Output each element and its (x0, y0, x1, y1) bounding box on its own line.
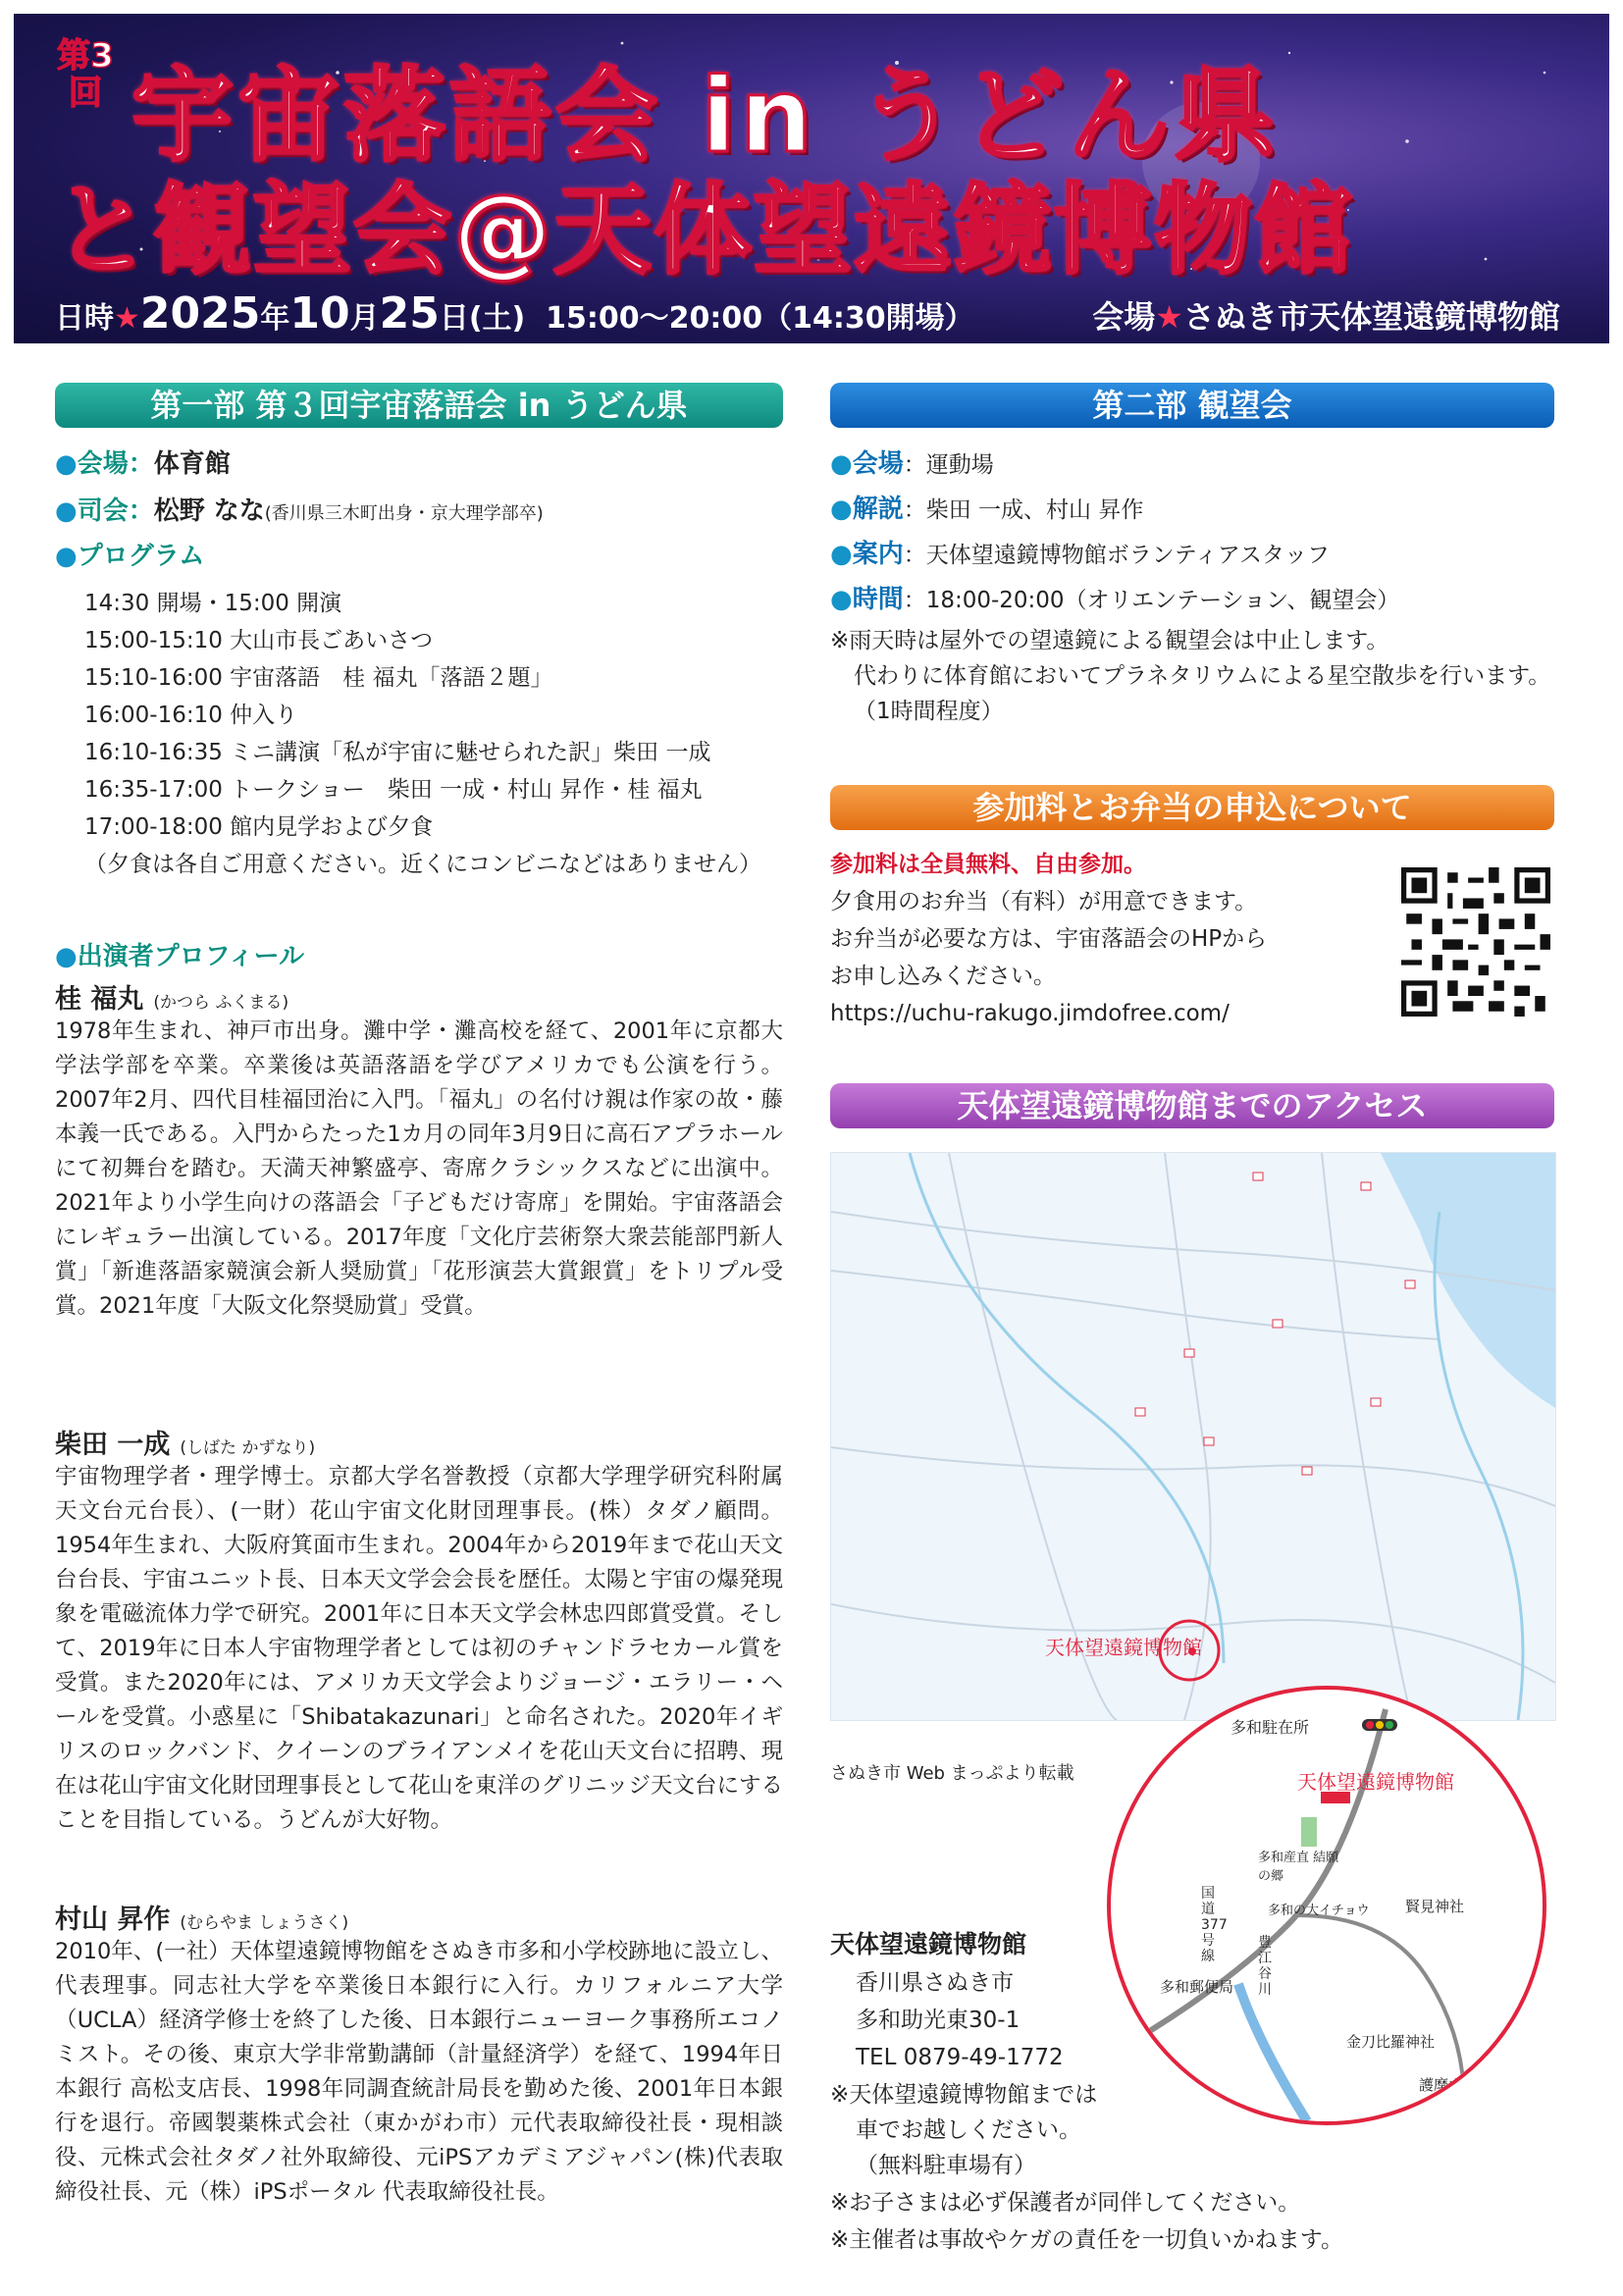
program-item: 16:10-16:35 ミニ講演「私が宇宙に魅せられた訳」柴田 一成 (84, 740, 711, 765)
program-item: 15:00-15:10 大山市長ごあいさつ (84, 628, 434, 653)
qr-code-icon[interactable] (1401, 867, 1550, 1017)
event-date (55, 288, 974, 339)
inset-road-label: 国道377号線 (1201, 1886, 1228, 1964)
header-banner (14, 14, 1609, 343)
inset-shrine2-label: 金刀比羅神社 (1346, 2033, 1436, 2051)
performer-name: 桂 福丸 (かつら ふくまる) (55, 984, 289, 1015)
star-icon: ★ (1155, 298, 1183, 336)
address-line: 多和助光東30-1 (856, 2008, 1021, 2033)
telephone: TEL 0879-49-1772 (856, 2045, 1064, 2070)
program-item: （夕食は各自ご用意ください。近くにコンビニなどはありません） (84, 852, 761, 877)
program-item: 16:35-17:00 トークショー 柴田 一成・村山 昇作・桂 福丸 (84, 777, 703, 803)
program-label: ●プログラム (55, 542, 205, 571)
event-title-line1: 宇宙落語会 in うどん県 (131, 56, 1281, 176)
area-map[interactable] (830, 1152, 1556, 1721)
registration-url[interactable]: https://uchu-rakugo.jimdofree.com/ (830, 1001, 1230, 1026)
part2-commentary: ●解説：柴田 一成、村山 昇作 (830, 495, 1144, 524)
performer-name: 柴田 一成 (しばた かずなり) (55, 1430, 316, 1460)
host-note: (香川県三木町出身・京大理学部卒) (264, 503, 544, 524)
performer-name: 村山 昇作 (むらやま しょうさく) (55, 1905, 349, 1935)
free-entry-text: 参加料は全員無料、自由参加。 (830, 852, 1146, 877)
inset-post-label: 多和郵便局 (1160, 1978, 1234, 1996)
event-venue (1092, 292, 1560, 338)
date-year: 2025 (139, 288, 261, 339)
profile-label: ●出演者プロフィール (55, 942, 305, 971)
child-note: ※お子さまは必ず保護者が同伴してください。 (830, 2190, 1301, 2216)
inset-museum-label: 天体望遠鏡博物館 (1297, 1770, 1454, 1794)
inset-river-label: 豊江谷川 (1258, 1935, 1272, 1998)
venue-name: さぬき市天体望遠鏡博物館 (1182, 298, 1560, 336)
performer-bio: 宇宙物理学者・理学博士。京都大学名誉教授（京都大学理学研究科附属天文台元台長）、(一財）花山宇宙文化財団理事長。(株）タダノ顧問。1954年生まれ、大阪府箕面市生まれ。2004年から2019年まで花山天文台台長、宇宙ユニット長、日本天文学会会長を歴任。太陽と宇宙の爆発現象を電磁流体力学で研究。2001年に日本天文学会林忠四郎賞受賞。そして、2019年に日本人宇宙物理学者としては初のチャンドラセカール賞を受賞。また2020年には、アメリカ天文学会よりジョージ・エラリー・ヘールを受賞。小惑星に「Shibatakazunari」と命名された。2020年イギリスのロックバンド、クイーンのブライアンメイを花山天文台に招聘、現在は花山宇宙文化財団理事長として花山を東洋のグリニッジ天文台にすることを目指している。うどんが大好物。 (55, 1464, 783, 1833)
date-month-unit: 月 (349, 301, 380, 336)
part1-header: 第一部 第３回宇宙落語会 in うどん県 (55, 383, 783, 428)
part2-header: 第二部 観望会 (830, 383, 1554, 428)
address-title: 天体望遠鏡博物館 (830, 1930, 1027, 1958)
inset-map[interactable] (1107, 1686, 1546, 2125)
date-time: 15:00〜20:00（14:30開場） (546, 301, 974, 336)
inset-police-label: 多和駐在所 (1230, 1718, 1310, 1737)
address-line: 香川県さぬき市 (856, 1970, 1014, 1996)
date-year-unit: 年 (260, 301, 290, 336)
event-title-line2: と観望会@天体望遠鏡博物館 (53, 173, 1354, 287)
part1-venue: ●会場：体育館 (55, 449, 231, 479)
program-item: 15:10-16:00 宇宙落語 桂 福丸「落語２題」 (84, 665, 553, 691)
program-item: 16:00-16:10 仲入り (84, 703, 298, 728)
rain-note: ※雨天時は屋外での望遠鏡による観望会は中止します。 (830, 628, 1389, 653)
map-credit: さぬき市 Web まっぷより転載 (830, 1763, 1074, 1784)
part2-venue: ●会場：運動場 (830, 449, 994, 479)
host-name: 松野 なな (153, 496, 265, 526)
edition-label: 第3回 (57, 36, 114, 113)
bento-text: 夕食用のお弁当（有料）が用意できます。 (830, 889, 1258, 914)
car-note: （無料駐車場有） (856, 2153, 1036, 2178)
inset-shrine1-label: 賢見神社 (1405, 1898, 1465, 1915)
inset-tree-label: 多和の大イチョウ (1268, 1904, 1370, 1918)
date-label: 日時 (55, 301, 114, 336)
bento-text: お弁当が必要な方は、宇宙落語会のHPから (830, 926, 1268, 952)
date-day: 25 (379, 288, 440, 339)
car-note: ※天体望遠鏡博物館までは (830, 2082, 1098, 2108)
date-weekday: (土) (468, 301, 526, 336)
program-item: 14:30 開場・15:00 開演 (84, 591, 342, 616)
part2-guide: ●案内：天体望遠鏡博物館ボランティアスタッフ (830, 540, 1330, 569)
liability-note: ※主催者は事故やケガの責任を一切負いかねます。 (830, 2227, 1343, 2253)
part2-time: ●時間：18:00-20:00（オリエンテーション、観望会） (830, 585, 1400, 614)
date-month: 10 (289, 288, 350, 339)
inset-shop-label: 多和産直 結願の郷 (1258, 1851, 1339, 1884)
part1-host: ●司会：松野 なな(香川県三木町出身・京大理学部卒) (55, 496, 544, 526)
car-note: 車でお越しください。 (856, 2117, 1081, 2143)
performer-bio: 1978年生まれ、神戸市出身。灘中学・灘高校を経て、2001年に京都大学法学部を卒業。卒業後は英語落語を学びアメリカでも公演を行う。2007年2月、四代目桂福団治に入門。「福丸」の名付け親は作家の故・藤本義一氏である。入門からたった1カ月の同年3月9日に高石アプラホールにて初舞台を踏む。天満天神繁盛亭、寄席クラシックスなどに出演中。2021年より小学生向けの落語会「子どもだけ寄席」を開始。宇宙落語会にレギュラー出演している。2017年度「文化庁芸術祭大衆芸能部門新人賞」「新進落語家競演会新人奨励賞」「花形演芸大賞銀賞」をトリプル受賞。2021年度「大阪文化祭奨励賞」受賞。 (55, 1018, 783, 1319)
fee-header: 参加料とお弁当の申込について (830, 785, 1554, 830)
map-museum-label: 天体望遠鏡博物館 (1045, 1636, 1202, 1659)
date-day-unit: 日 (439, 301, 469, 336)
rain-note: 代わりに体育館においてプラネタリウムによる星空散歩を行います。 (854, 663, 1551, 689)
program-item: 17:00-18:00 館内見学および夕食 (84, 814, 434, 840)
star-icon: ★ (114, 301, 140, 336)
bento-text: お申し込みください。 (830, 964, 1056, 989)
performer-bio: 2010年、(一社）天体望遠鏡博物館をさぬき市多和小学校跡地に設立し、代表理事。同志社大学を卒業後日本銀行に入行。カリフォルニア大学（UCLA）経済学修士を終了した後、日本銀行ニューヨーク事務所エコノミスト。その後、東京大学非常勤講師（計量経済学）を経て、1994年日本銀行 高松支店長、1998年同調査統計局長を勤めた後、2001年日本銀行を退行。帝國製薬株式会社（東かがわ市）元代表取締役社長・現相談役、元株式会社タダノ社外取締役、元iPSアカデミアジャパン(株)代表取締役社長、元（株）iPSポータル 代表取締役社長。 (55, 1939, 783, 2205)
rain-note: （1時間程度） (854, 699, 1004, 724)
inset-mountain-label: 護摩山 (1419, 2076, 1464, 2094)
venue-label: 会場 (1092, 298, 1156, 336)
access-header: 天体望遠鏡博物館までのアクセス (830, 1083, 1554, 1128)
part1-venue-label: ●会場 (55, 449, 129, 479)
